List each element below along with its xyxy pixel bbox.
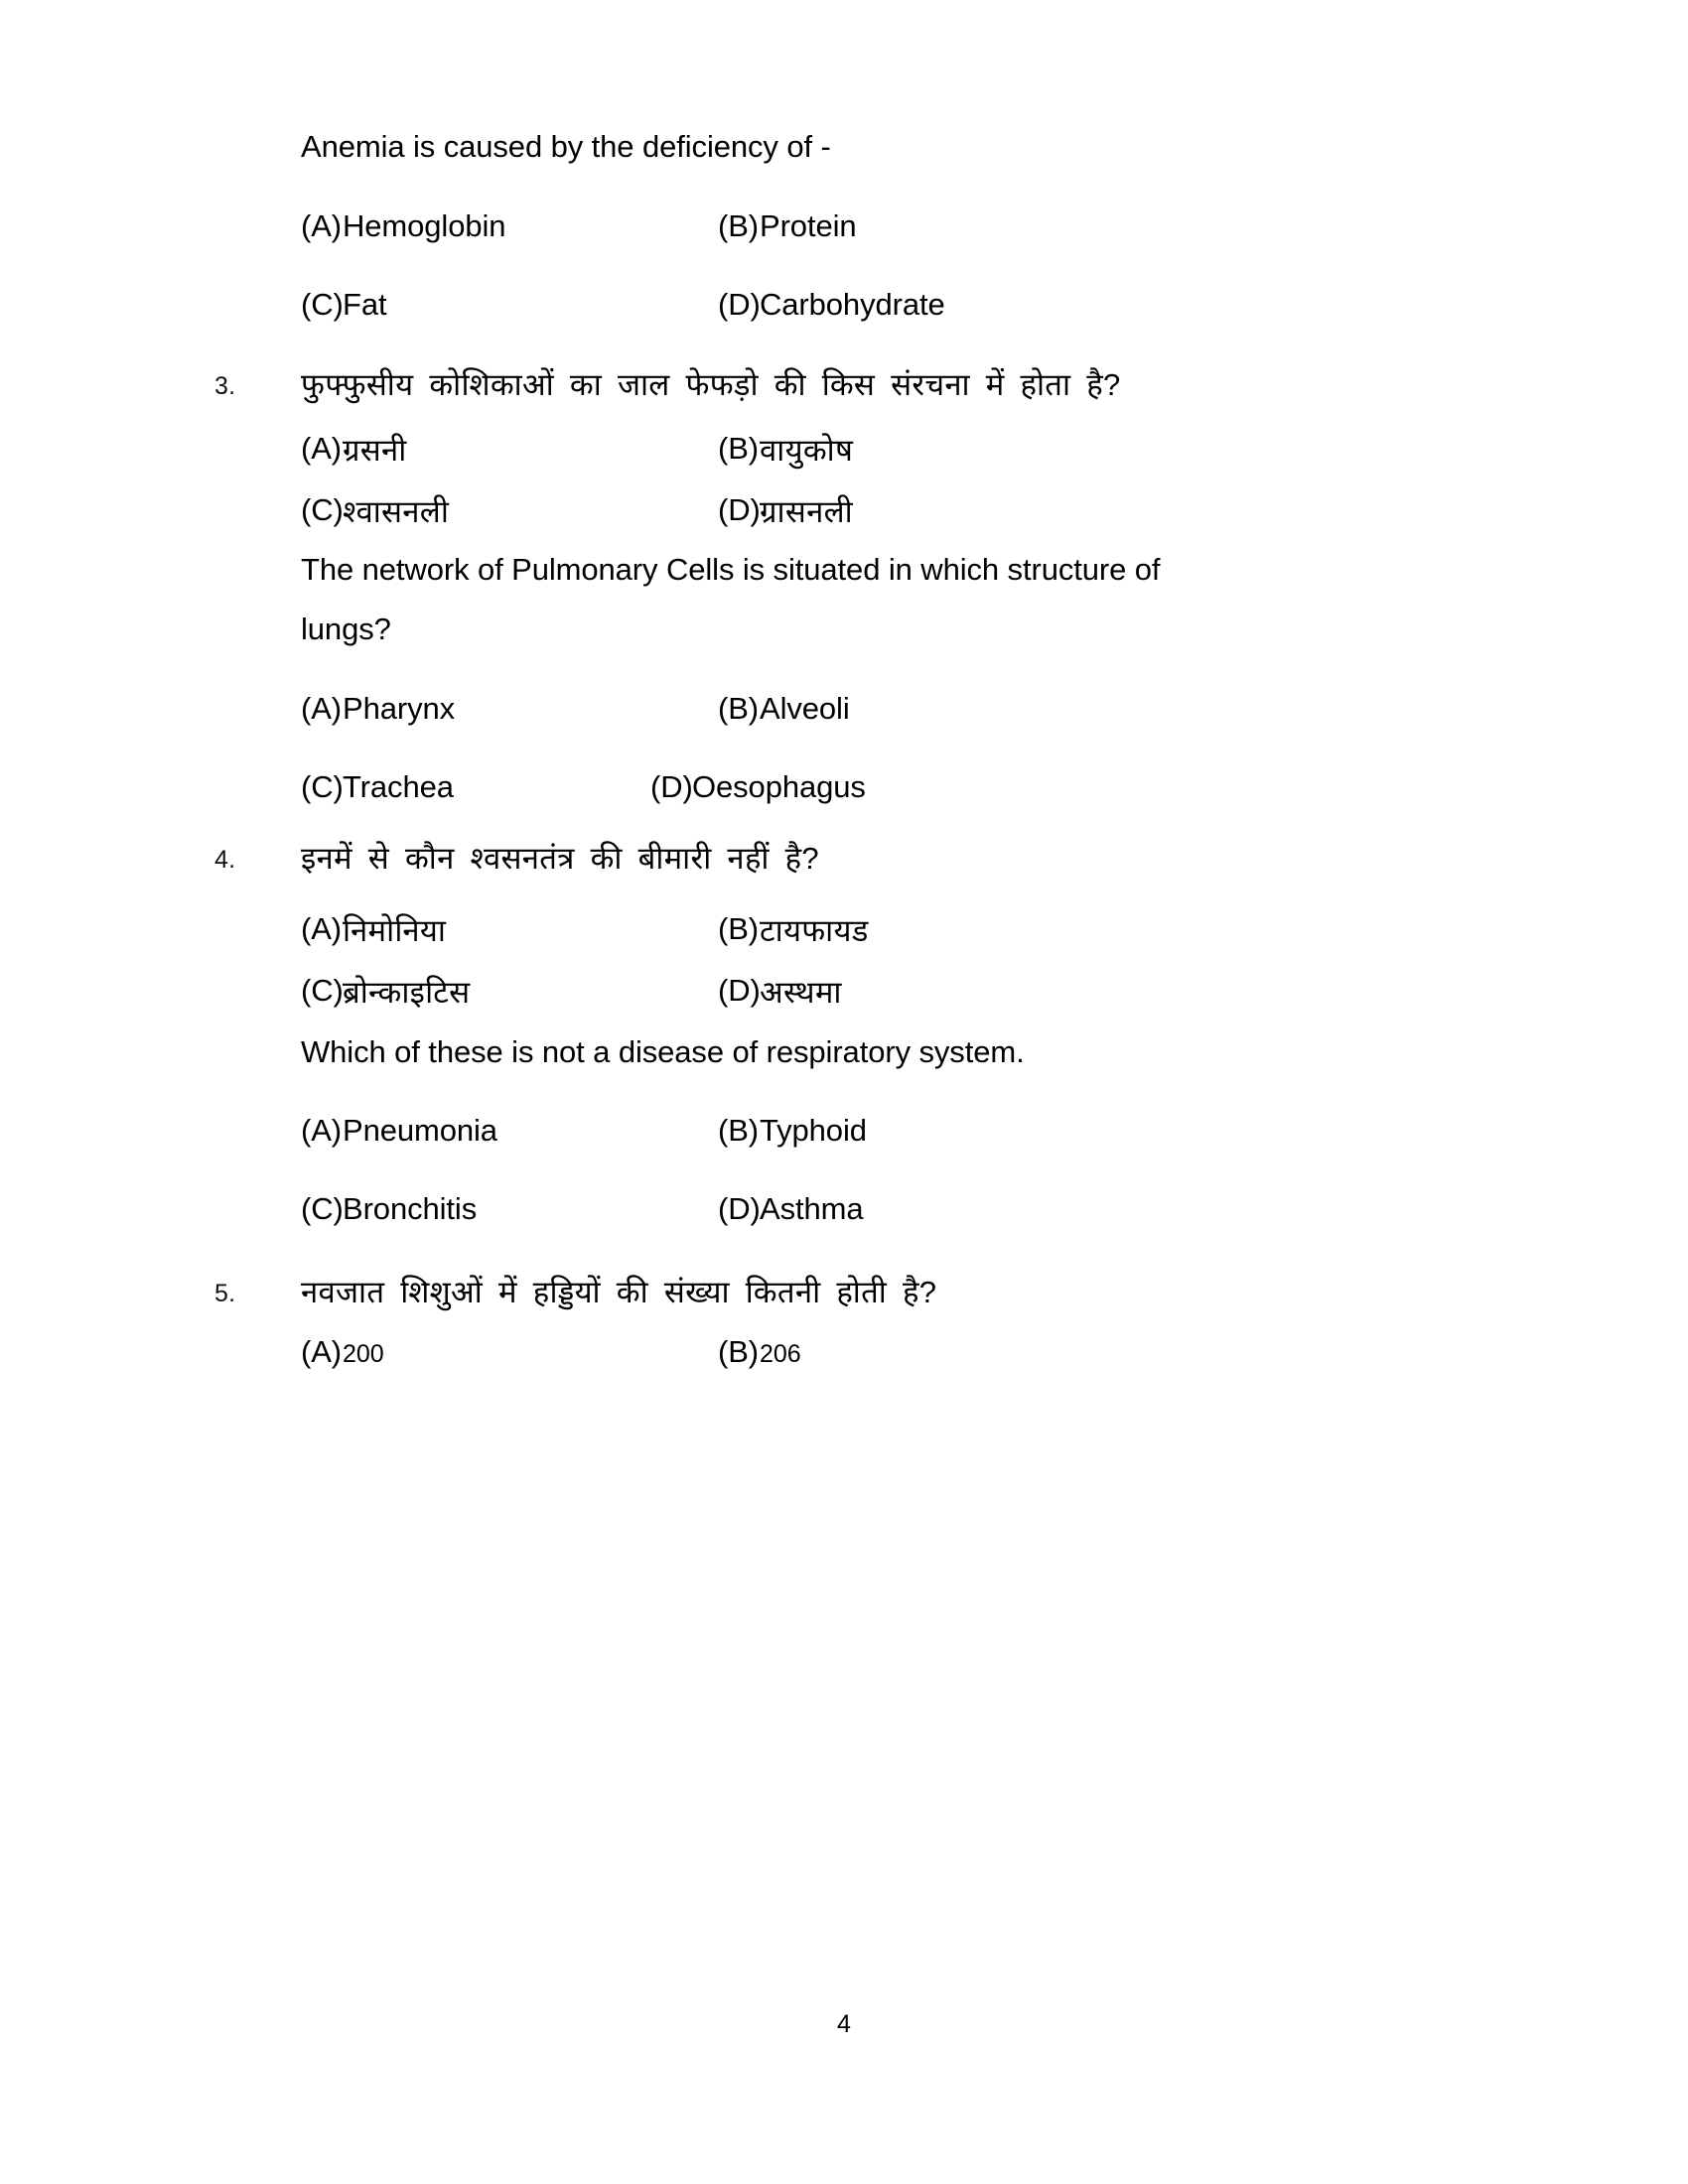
question-4-english-option-label-c: (C) [301,1191,344,1226]
question-number-5: 5. [214,1280,236,1307]
question-4-hindi-option-label-b: (B) [718,911,760,946]
question-4-english-option-label-b: (B) [718,1113,760,1148]
question-4-english-option-label-a: (A) [301,1113,343,1148]
question-3-stem-hindi: फुफ्फुसीय कोशिकाओं का जाल फेफड़ो की किस संरचना में होता है? [301,367,1121,402]
question-3-hindi-option-label-b: (B) [718,431,760,466]
question-3-english-option-label-d: (D) [650,769,693,804]
question-5-hindi-option-label-a: (A) [301,1334,343,1369]
question-4-english-option-text-d: Asthma [760,1191,864,1226]
question-3-english-option-label-c: (C) [301,769,344,804]
question-3-hindi-option-text-a: ग्रसनी [343,433,407,468]
option-text-d: Carbohydrate [760,287,945,322]
question-number-3: 3. [214,372,236,400]
question-4-hindi-option-text-c: ब्रोन्काइटिस [343,975,471,1010]
question-4-stem-hindi: इनमें से कौन श्वसनतंत्र की बीमारी नहीं है? [301,841,819,876]
option-text-c: Fat [343,287,387,322]
question-4-english-option-text-c: Bronchitis [343,1191,478,1226]
question-5-hindi-option-label-b: (B) [718,1334,760,1369]
question-4-hindi-option-text-a: निमोनिया [343,913,447,948]
option-label-b: (B) [718,208,760,243]
question-number-4: 4. [214,846,236,874]
question-3-hindi-option-label-d: (D) [718,492,761,527]
question-3-english-option-text-a: Pharynx [343,691,456,726]
question-3-hindi-option-label-c: (C) [301,492,344,527]
question-3-hindi-option-text-b: वायुकोष [760,433,854,468]
option-label-d: (D) [718,287,761,322]
option-text-b: Protein [760,208,857,243]
question-4-hindi-option-text-d: अस्थमा [760,975,842,1010]
question-5-stem-hindi: नवजात शिशुओं में हड्डियों की संख्या कितनी होती है? [301,1275,937,1309]
question-5-hindi-option-text-b: 206 [760,1340,801,1368]
question-5-hindi-option-text-a: 200 [343,1340,384,1368]
question-4-hindi-option-text-b: टायफायड [760,913,869,948]
question-3-english-option-text-b: Alveoli [760,691,850,726]
option-label-c: (C) [301,287,344,322]
question-4-english-option-label-d: (D) [718,1191,761,1226]
question-3-hindi-option-text-c: श्वासनली [343,494,450,529]
question-3-english-option-label-a: (A) [301,691,343,726]
question-stem-english: Anemia is caused by the deficiency of - [301,129,831,164]
page-number: 4 [837,2010,851,2038]
question-3-stem-english-line2: lungs? [301,612,391,646]
question-3-english-option-text-d: Oesophagus [692,769,866,804]
question-4-hindi-option-label-c: (C) [301,973,344,1008]
question-3-stem-english-line1: The network of Pulmonary Cells is situated in which structure of [301,552,1161,587]
question-3-english-option-label-b: (B) [718,691,760,726]
question-4-hindi-option-label-d: (D) [718,973,761,1008]
question-3-hindi-option-label-a: (A) [301,431,343,466]
question-4-english-option-text-b: Typhoid [760,1113,867,1148]
question-3-english-option-text-c: Trachea [343,769,454,804]
option-text-a: Hemoglobin [343,208,506,243]
question-4-stem-english: Which of these is not a disease of respiratory system. [301,1034,1025,1069]
question-3-hindi-option-text-d: ग्रासनली [760,494,853,529]
question-4-hindi-option-label-a: (A) [301,911,343,946]
option-label-a: (A) [301,208,343,243]
question-4-english-option-text-a: Pneumonia [343,1113,497,1148]
